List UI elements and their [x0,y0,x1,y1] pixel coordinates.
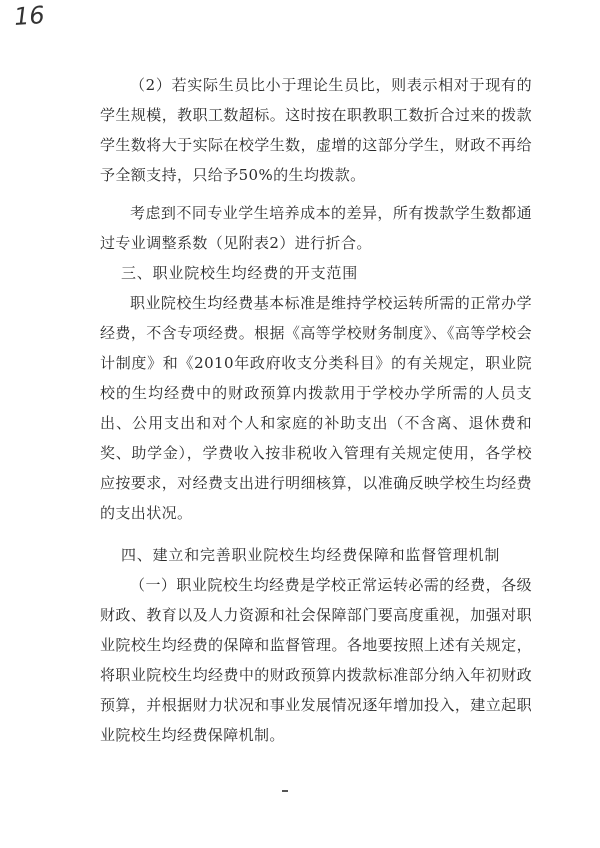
section-heading-guarantee-mechanism: 四、建立和完善职业院校生均经费保障和监督管理机制 [121,546,501,564]
paragraph-guarantee-mechanism: （一）职业院校生均经费是学校正常运转必需的经费，各级财政、教育以及人力资源和社会保障部门要高度重视，加强对职业院校生均经费的保障和监督管理。各地要按照上述有关规定，将职业院校生均经费中的财政预算内拨款标准部分纳入年初财政预算，并根据财力状况和事业发展情况逐年增加投入，建立起职业院校生均经费保障机制。 [100,576,532,744]
document-body [100,70,532,750]
paragraph-student-ratio: （2）若实际生员比小于理论生员比，则表示相对于现有的学生规模，教职工数超标。这时按在职教职工数折合过来的拨款学生数将大于实际在校学生数，虚增的这部分学生，财政不再给予全额支持，只给予50%的生均拨款。 [100,76,532,184]
handwritten-page-number: 16 [13,0,46,32]
footer-mark [282,790,288,792]
paragraph-expenditure-scope: 职业院校生均经费基本标准是维持学校运转所需的正常办学经费，不含专项经费。根据《高等学校财务制度》、《高等学校会计制度》和《2010年政府收支分类科目》的有关规定，职业院校的生均经费中的财政预算内拨款用于学校办学所需的人员支出、公用支出和对个人和家庭的补助支出（不含离、退休费和奖、助学金），学费收入按非税收入管理有关规定使用，各学校应按要求，对经费支出进行明细核算，以准确反映学校生均经费的支出状况。 [100,294,532,522]
paragraph-adjustment-coefficient: 考虑到不同专业学生培养成本的差异，所有拨款学生数都通过专业调整系数（见附表2）进行折合。 [100,204,532,252]
section-heading-expenditure-scope: 三、职业院校生均经费的开支范围 [121,264,359,282]
